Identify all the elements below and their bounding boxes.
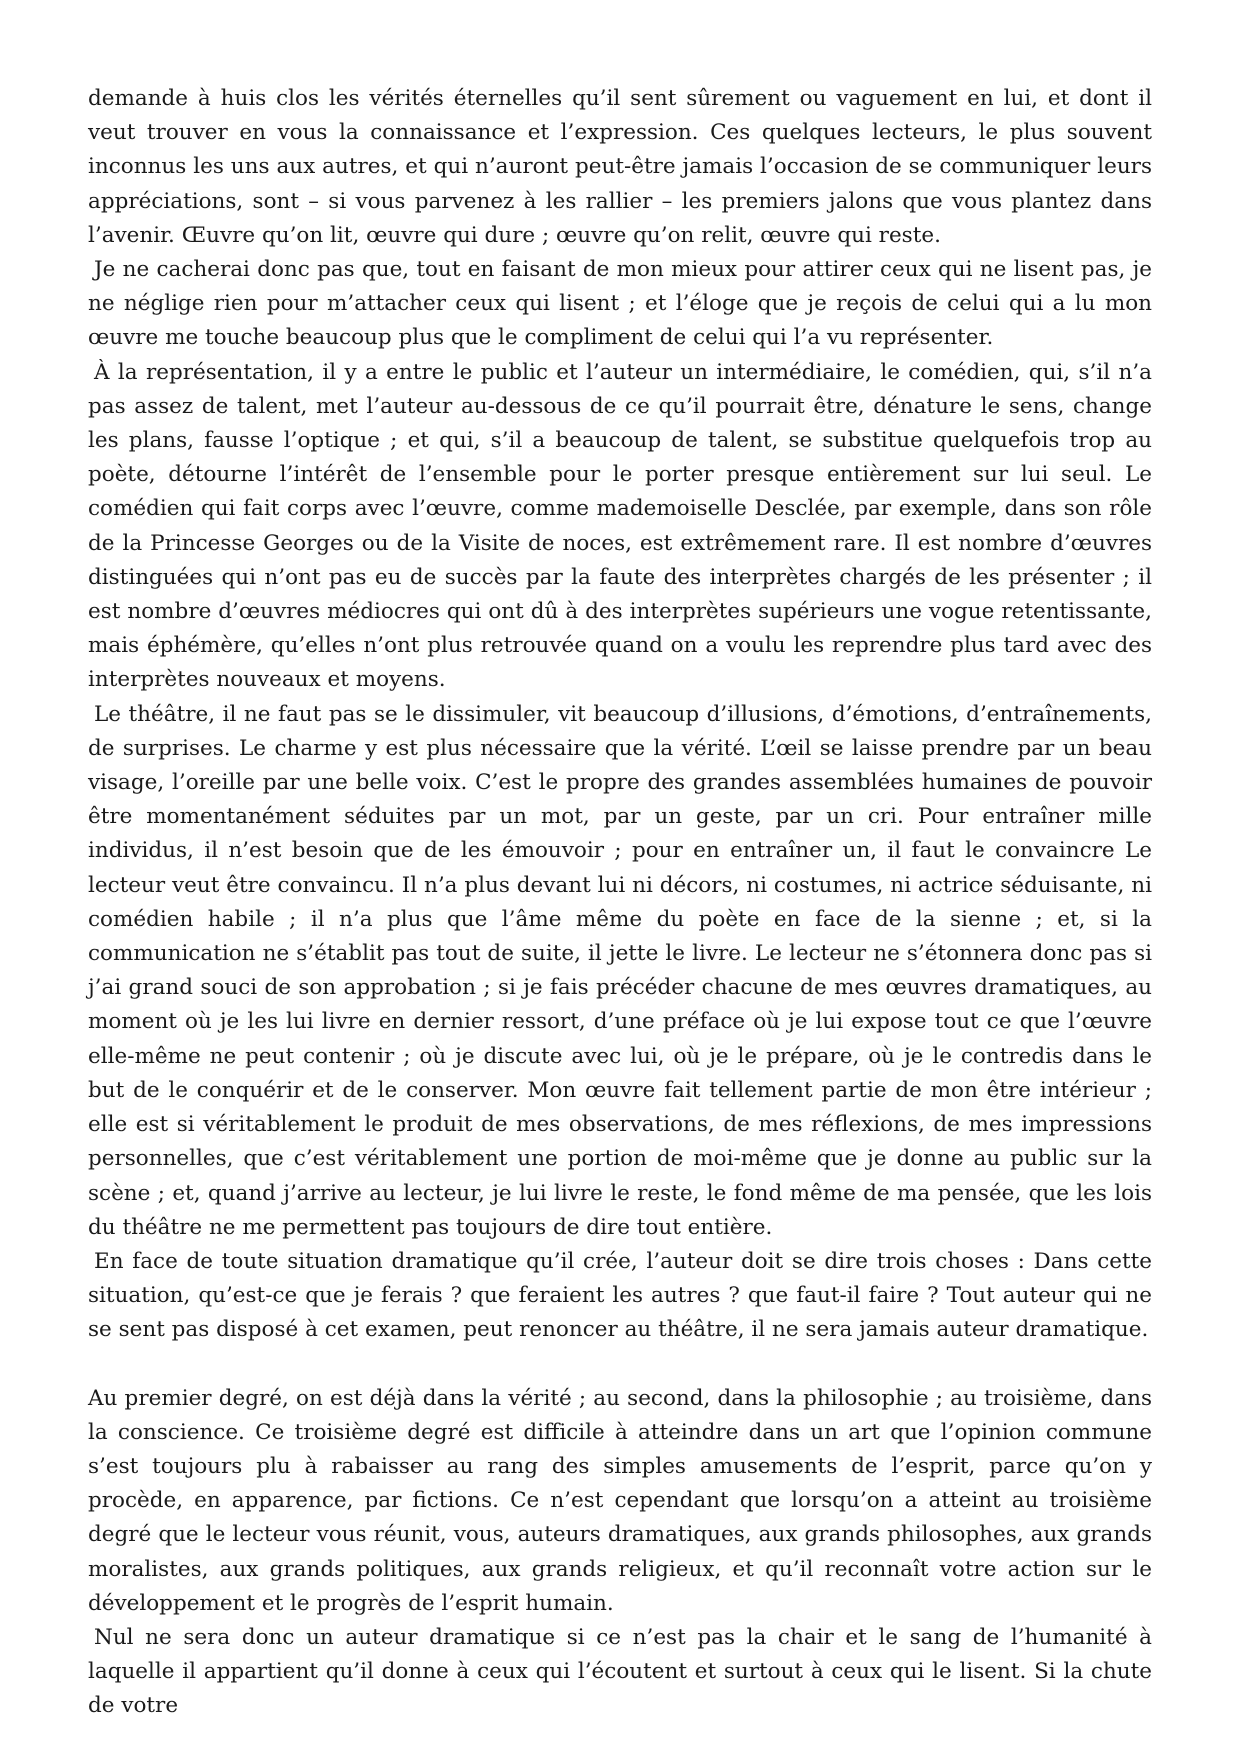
paragraph-3: À la représentation, il y a entre le public et l’auteur un intermédiaire, le comédien, qui, s’il n’a pas assez de talent, met l’auteur au-dessous de ce qu’il pourrait être, dénature le sens, change les plans, fausse l’optique ; et qui, s’il a beaucoup de talent, se substitue quelquefois trop au poète, détourne l’intérêt de l’ensemble pour le porter presque entièrement sur lui seul. Le comédien qui fait corps avec l’œuvre, comme mademoiselle Desclée, par exemple, dans son rôle de la Princesse Georges ou de la Visite de noces, est extrêmement rare. Il est nombre d’œuvres distinguées qui n’ont pas eu de succès par la faute des interprètes chargés de les présenter ; il est nombre d’œuvres médiocres qui ont dû à des interprètes supérieurs une vogue retentissante, mais éphémère, qu’elles n’ont plus retrouvée quand on a voulu les reprendre plus tard avec des interprètes nouveaux et moyens. bbox=[88, 359, 1152, 693]
paragraph-2: Je ne cacherai donc pas que, tout en faisant de mon mieux pour attirer ceux qui ne lisent pas, je ne néglige rien pour m’attacher ceux qui lisent ; et l’éloge que je reçois de celui qui a lu mon œuvre me touche beaucoup plus que le compliment de celui qui l’a vu représenter. bbox=[88, 257, 1152, 351]
document-page bbox=[88, 82, 1152, 1724]
paragraph-7: Nul ne sera donc un auteur dramatique si ce n’est pas la chair et le sang de l’humanité à laquelle il appartient qu’il donne à ceux qui l’écoutent et surtout à ceux qui le lisent. Si la chute de votre bbox=[88, 1624, 1152, 1719]
paragraph-1: demande à huis clos les vérités éternelles qu’il sent sûrement ou vaguement en lui, et dont il veut trouver en vous la connaissance et l’expression. Ces quelques lecteurs, le plus souvent inconnus les uns aux autres, et qui n’auront peut-être jamais l’occasion de se communiquer leurs appréciations, sont – si vous parvenez à les rallier – les premiers jalons que vous plantez dans l’avenir. Œuvre qu’on lit, œuvre qui dure ; œuvre qu’on relit, œuvre qui reste. bbox=[88, 86, 1152, 248]
paragraph-4: Le théâtre, il ne faut pas se le dissimuler, vit beaucoup d’illusions, d’émotions, d’entraînements, de surprises. Le charme y est plus nécessaire que la vérité. L’œil se laisse prendre par un beau visage, l’oreille par une belle voix. C’est le propre des grandes assemblées humaines de pouvoir être momentanément séduites par un mot, par un geste, par un cri. Pour entraîner mille individus, il n’est besoin que de les émouvoir ; pour en entraîner un, il faut le convaincre Le lecteur veut être convaincu. Il n’a plus devant lui ni décors, ni costumes, ni actrice séduisante, ni comédien habile ; il n’a plus que l’âme même du poète en face de la sienne ; et, si la communication ne s’établit pas tout de suite, il jette le livre. Le lecteur ne s’étonnera donc pas si j’ai grand souci de son approbation ; si je fais précéder chacune de mes œuvres dramatiques, au moment où je les lui livre en dernier ressort, d’une préface où je lui expose tout ce que l’œuvre elle-même ne peut contenir ; où je discute avec lui, où je le prépare, où je le contredis dans le but de le conquérir et de le conserver. Mon œuvre fait tellement partie de mon être intérieur ; elle est si véritablement le produit de mes observations, de mes réflexions, de mes impressions personnelles, que c’est véritablement une portion de moi-même que je donne au public sur la scène ; et, quand j’arrive au lecteur, je lui livre le reste, le fond même de ma pensée, que les lois du théâtre ne me permettent pas toujours de dire tout entière. bbox=[88, 701, 1152, 1240]
paragraph-5: En face de toute situation dramatique qu’il crée, l’auteur doit se dire trois choses : Dans cette situation, qu’est-ce que je ferais ? que feraient les autres ? que faut-il faire ? Tout auteur qui ne se sent pas disposé à cet examen, peut renoncer au théâtre, il ne sera jamais auteur dramatique. bbox=[88, 1248, 1152, 1343]
paragraph-6: Au premier degré, on est déjà dans la vérité ; au second, dans la philosophie ; au troisième, dans la conscience. Ce troisième degré est difficile à atteindre dans un art que l’opinion commune s’est toujours plu à rabaisser au rang des simples amusements de l’esprit, parce qu’on y procède, en apparence, par fictions. Ce n’est cependant que lorsqu’on a atteint au troisième degré que le lecteur vous réunit, vous, auteurs dramatiques, aux grands philosophes, aux grands moralistes, aux grands politiques, aux grands religieux, et qu’il reconnaît votre action sur le développement et le progrès de l’esprit humain. bbox=[88, 1385, 1152, 1616]
